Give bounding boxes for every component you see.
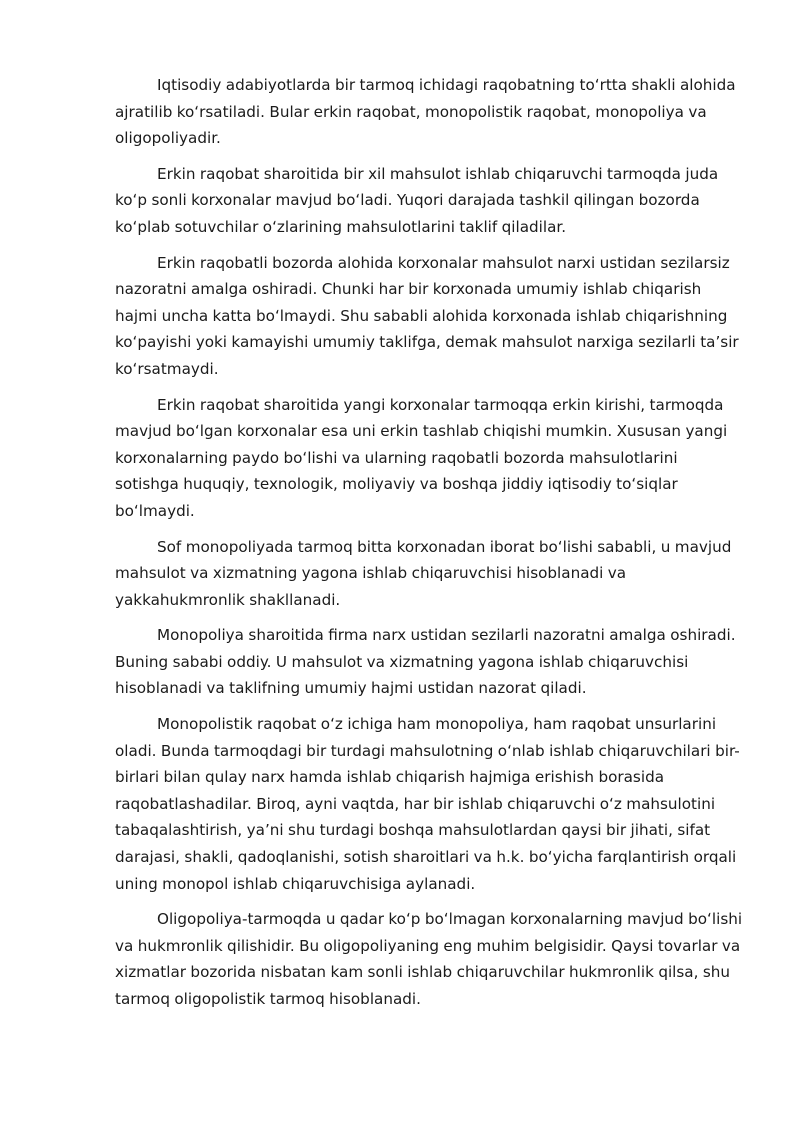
paragraph-free-entry: Erkin raqobat sharoitida yangi korxonalar tarmoqqa erkin kirishi, tarmoqda mavjud boʻlgan korxonalar esa uni erkin tashlab chiqishi mumkin. Xususan yangi korxonalarning paydo boʻlishi va ularning raqobatli bozorda mahsulotlarini sotishga huquqiy, texnologik, moliyaviy va boshqa jiddiy iqtisodiy toʻsiqlar boʻlmaydi. xyxy=(115,395,728,520)
document-page xyxy=(115,72,745,1022)
paragraph-monopoly-conditions: Monopoliya sharoitida firma narx ustidan sezilarli nazoratni amalga oshiradi. Buning sababi oddiy. U mahsulot va xizmatning yagona ishlab chiqaruvchisi hisoblanadi va taklifning umumiy hajmi ustidan nazorat qiladi. xyxy=(115,626,736,698)
paragraph-price-control: Erkin raqobatli bozorda alohida korxonalar mahsulot narxi ustidan sezilarsiz nazoratni amalga oshiradi. Chunki har bir korxonada umumiy ishlab chiqarish hajmi uncha katta boʻlmaydi. Shu sababli alohida korxonada ishlab chiqarishning koʻpayishi yoki kamayishi umumiy taklifga, demak mahsulot narxiga sezilarli taʼsir koʻrsatmaydi. xyxy=(115,253,739,378)
paragraph-monopolistic-competition: Monopolistik raqobat oʻz ichiga ham monopoliya, ham raqobat unsurlarini oladi. Bunda tarmoqdagi bir turdagi mahsulotning oʻnlab ishlab chiqaruvchilari bir-birlari bilan qulay narx hamda ishlab chiqarish hajmiga erishish borasida raqobatlashadilar. Biroq, ayni vaqtda, har bir ishlab chiqaruvchi oʻz mahsulotini tabaqalashtirish, yaʼni shu turdagi boshqa mahsulotlardan qaysi bir jihati, sifat darajasi, shakli, qadoqlanishi, sotish sharoitlari va h.k. boʻyicha farqlantirish orqali uning monopol ishlab chiqaruvchisiga aylanadi. xyxy=(115,715,740,893)
paragraph-perfect-competition: Erkin raqobat sharoitida bir xil mahsulot ishlab chiqaruvchi tarmoqda juda koʻp sonli korxonalar mavjud boʻladi. Yuqori darajada tashkil qilingan bozorda koʻplab sotuvchilar oʻzlarining mahsulotlarini taklif qiladilar. xyxy=(115,164,719,236)
paragraph-forms-of-competition: Iqtisodiy adabiyotlarda bir tarmoq ichidagi raqobatning toʻrtta shakli alohida ajratilib koʻrsatiladi. Bular erkin raqobat, monopolistik raqobat, monopoliya va oligopoliyadir. xyxy=(115,76,736,148)
paragraph-oligopoly: Oligopoliya-tarmoqda u qadar koʻp boʻlmagan korxonalarning mavjud boʻlishi va hukmronlik qilishidir. Bu oligopoliyaning eng muhim belgisidir. Qaysi tovarlar va xizmatlar bozorida nisbatan kam sonli ishlab chiqaruvchilar hukmronlik qilsa, shu tarmoq oligopolistik tarmoq hisoblanadi. xyxy=(115,910,743,1008)
paragraph-pure-monopoly: Sof monopoliyada tarmoq bitta korxonadan iborat boʻlishi sababli, u mavjud mahsulot va xizmatning yagona ishlab chiqaruvchisi hisoblanadi va yakkahukmronlik shakllanadi. xyxy=(115,537,732,609)
